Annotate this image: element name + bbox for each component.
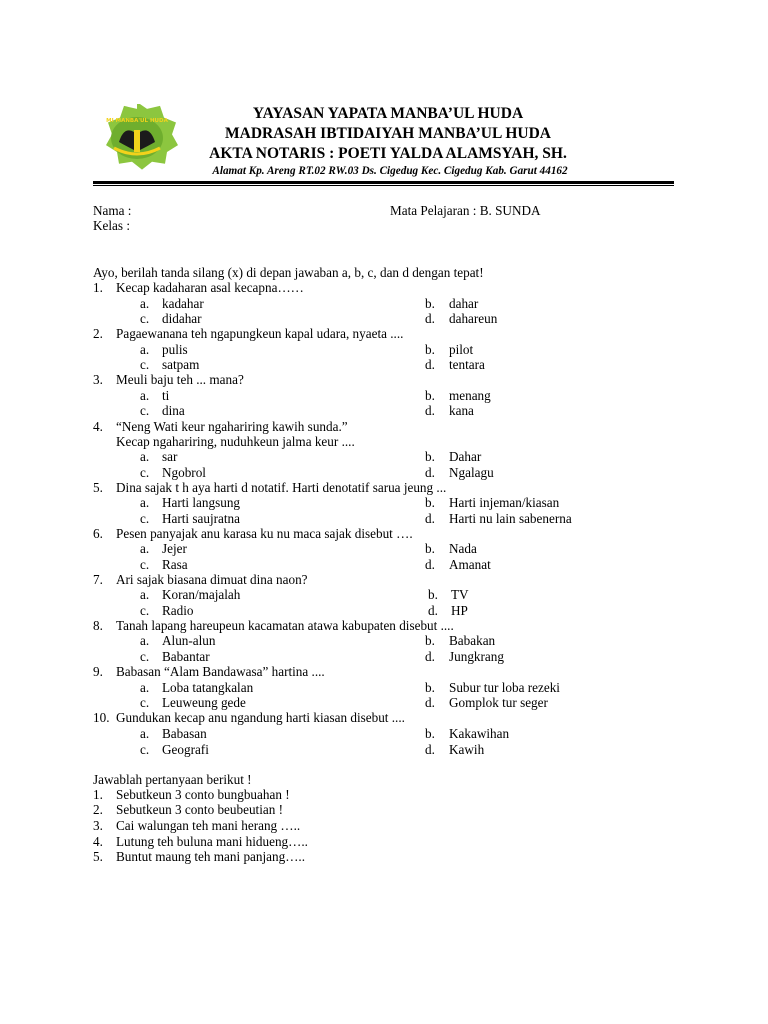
option-d: Gomplok tur seger xyxy=(449,695,548,710)
option-b: menang xyxy=(449,388,491,403)
option-d: dahareun xyxy=(449,311,498,326)
option-b: Nada xyxy=(449,541,477,556)
essay-number: 2. xyxy=(93,802,103,817)
question-text: Pagaewanana teh ngapungkeun kapal udara, nyaeta .... xyxy=(116,326,404,341)
option-letter-c: c. xyxy=(140,311,150,326)
option-c: dina xyxy=(162,403,185,418)
option-letter-d: d. xyxy=(425,649,435,664)
option-letter-c: c. xyxy=(140,742,150,757)
option-letter-b: b. xyxy=(428,587,438,602)
option-letter-b: b. xyxy=(425,680,435,695)
option-a: Harti langsung xyxy=(162,495,241,510)
question-number: 9. xyxy=(93,664,103,679)
question-text: Dina sajak t h aya harti d notatif. Harti denotatif sarua jeung ... xyxy=(116,480,447,495)
option-letter-d: d. xyxy=(425,695,435,710)
option-letter-d: d. xyxy=(425,311,435,326)
essay-number: 3. xyxy=(93,818,103,833)
question-text: Pesen panyajak anu karasa ku nu maca sajak disebut …. xyxy=(116,526,413,541)
question-number: 6. xyxy=(93,526,103,541)
option-d: Jungkrang xyxy=(449,649,504,664)
option-letter-c: c. xyxy=(140,603,150,618)
option-letter-c: c. xyxy=(140,557,150,572)
option-c: satpam xyxy=(162,357,200,372)
option-a: Jejer xyxy=(162,541,187,556)
option-letter-a: a. xyxy=(140,633,150,648)
option-letter-a: a. xyxy=(140,495,150,510)
question-number: 8. xyxy=(93,618,103,633)
option-b: pilot xyxy=(449,342,474,357)
option-letter-d: d. xyxy=(425,557,435,572)
option-a: Loba tatangkalan xyxy=(162,680,254,695)
option-b: Babakan xyxy=(449,633,496,648)
option-d: tentara xyxy=(449,357,485,372)
header-rule-thick xyxy=(93,181,674,184)
option-letter-c: c. xyxy=(140,511,150,526)
option-letter-d: d. xyxy=(425,742,435,757)
essay-question: Lutung teh buluna mani hidueng….. xyxy=(116,834,308,849)
option-c: Babantar xyxy=(162,649,210,664)
option-a: Alun-alun xyxy=(162,633,216,648)
question-text: Kecap kadaharan asal kecapna…… xyxy=(116,280,304,295)
question-text-line2: Kecap ngahariring, nuduhkeun jalma keur .... xyxy=(116,434,355,449)
option-b: Subur tur loba rezeki xyxy=(449,680,560,695)
option-letter-a: a. xyxy=(140,449,150,464)
option-letter-b: b. xyxy=(425,726,435,741)
option-d: Ngalagu xyxy=(449,465,494,480)
option-letter-a: a. xyxy=(140,296,150,311)
option-letter-b: b. xyxy=(425,388,435,403)
essay-question: Sebutkeun 3 conto bungbuahan ! xyxy=(116,787,290,802)
option-d: Harti nu lain sabenerna xyxy=(449,511,572,526)
option-a: Koran/majalah xyxy=(162,587,241,602)
option-c: Radio xyxy=(162,603,194,618)
option-letter-a: a. xyxy=(140,342,150,357)
question-text: Meuli baju teh ... mana? xyxy=(116,372,244,387)
option-b: TV xyxy=(451,587,469,602)
question-text: Babasan “Alam Bandawasa” hartina .... xyxy=(116,664,325,679)
option-letter-c: c. xyxy=(140,403,150,418)
option-letter-b: b. xyxy=(425,633,435,648)
foundation-name: YAYASAN YAPATA MANBA’UL HUDA xyxy=(252,105,524,122)
essay-number: 5. xyxy=(93,849,103,864)
question-number: 3. xyxy=(93,372,103,387)
svg-text:MI MANBA'UL HUDA: MI MANBA'UL HUDA xyxy=(106,118,168,124)
option-letter-a: a. xyxy=(140,541,150,556)
kelas-label: Kelas : xyxy=(93,218,130,233)
option-letter-d: d. xyxy=(425,465,435,480)
question-number: 5. xyxy=(93,480,103,495)
option-d: Kawih xyxy=(449,742,485,757)
option-c: Harti saujratna xyxy=(162,511,240,526)
mc-instructions: Ayo, berilah tanda silang (x) di depan jawaban a, b, c, dan d dengan tepat! xyxy=(93,265,484,280)
question-text: Gundukan kecap anu ngandung harti kiasan disebut .... xyxy=(116,710,405,725)
question-number: 4. xyxy=(93,419,103,434)
option-c: Ngobrol xyxy=(162,465,206,480)
question-number: 7. xyxy=(93,572,103,587)
option-a: pulis xyxy=(162,342,188,357)
question-text: “Neng Wati keur ngahariring kawih sunda.” xyxy=(116,419,348,434)
option-letter-b: b. xyxy=(425,296,435,311)
option-letter-c: c. xyxy=(140,357,150,372)
option-b: dahar xyxy=(449,296,479,311)
notary-deed: AKTA NOTARIS : POETI YALDA ALAMSYAH, SH. xyxy=(209,145,567,162)
option-letter-b: b. xyxy=(425,495,435,510)
option-b: Kakawihan xyxy=(449,726,510,741)
option-b: Harti injeman/kiasan xyxy=(449,495,560,510)
school-address: Alamat Kp. Areng RT.02 RW.03 Ds. Cigedug Kec. Cigedug Kab. Garut 44162 xyxy=(212,165,568,177)
essay-question: Buntut maung teh mani panjang….. xyxy=(116,849,305,864)
essay-number: 4. xyxy=(93,834,103,849)
option-letter-a: a. xyxy=(140,726,150,741)
essay-instructions: Jawablah pertanyaan berikut ! xyxy=(93,772,252,787)
option-letter-b: b. xyxy=(425,541,435,556)
option-c: Rasa xyxy=(162,557,188,572)
option-letter-a: a. xyxy=(140,388,150,403)
option-letter-a: a. xyxy=(140,587,150,602)
essay-number: 1. xyxy=(93,787,103,802)
option-letter-c: c. xyxy=(140,649,150,664)
option-d: HP xyxy=(451,603,468,618)
essay-question: Sebutkeun 3 conto beubeutian ! xyxy=(116,802,284,817)
essay-question: Cai walungan teh mani herang ….. xyxy=(116,818,301,833)
option-letter-a: a. xyxy=(140,680,150,695)
option-c: Geografi xyxy=(162,742,209,757)
question-number: 2. xyxy=(93,326,103,341)
option-c: Leuweung gede xyxy=(162,695,246,710)
option-a: ti xyxy=(162,388,170,403)
option-letter-b: b. xyxy=(425,342,435,357)
option-b: Dahar xyxy=(449,449,482,464)
option-letter-d: d. xyxy=(428,603,438,618)
option-a: kadahar xyxy=(162,296,204,311)
question-text: Tanah lapang hareupeun kacamatan atawa kabupaten disebut .... xyxy=(116,618,454,633)
option-letter-d: d. xyxy=(425,357,435,372)
nama-label: Nama : xyxy=(93,203,132,218)
option-letter-b: b. xyxy=(425,449,435,464)
subject-label: Mata Pelajaran : B. SUNDA xyxy=(390,203,541,218)
option-letter-d: d. xyxy=(425,403,435,418)
option-letter-d: d. xyxy=(425,511,435,526)
option-letter-c: c. xyxy=(140,465,150,480)
option-d: Amanat xyxy=(449,557,491,572)
school-name: MADRASAH IBTIDAIYAH MANBA’UL HUDA xyxy=(225,125,551,142)
option-d: kana xyxy=(449,403,474,418)
question-number: 1. xyxy=(93,280,103,295)
option-a: Babasan xyxy=(162,726,207,741)
question-text: Ari sajak biasana dimuat dina naon? xyxy=(116,572,308,587)
option-letter-c: c. xyxy=(140,695,150,710)
option-c: didahar xyxy=(162,311,202,326)
header-rule-thin xyxy=(93,185,674,186)
question-number: 10. xyxy=(93,710,110,725)
option-a: sar xyxy=(162,449,178,464)
